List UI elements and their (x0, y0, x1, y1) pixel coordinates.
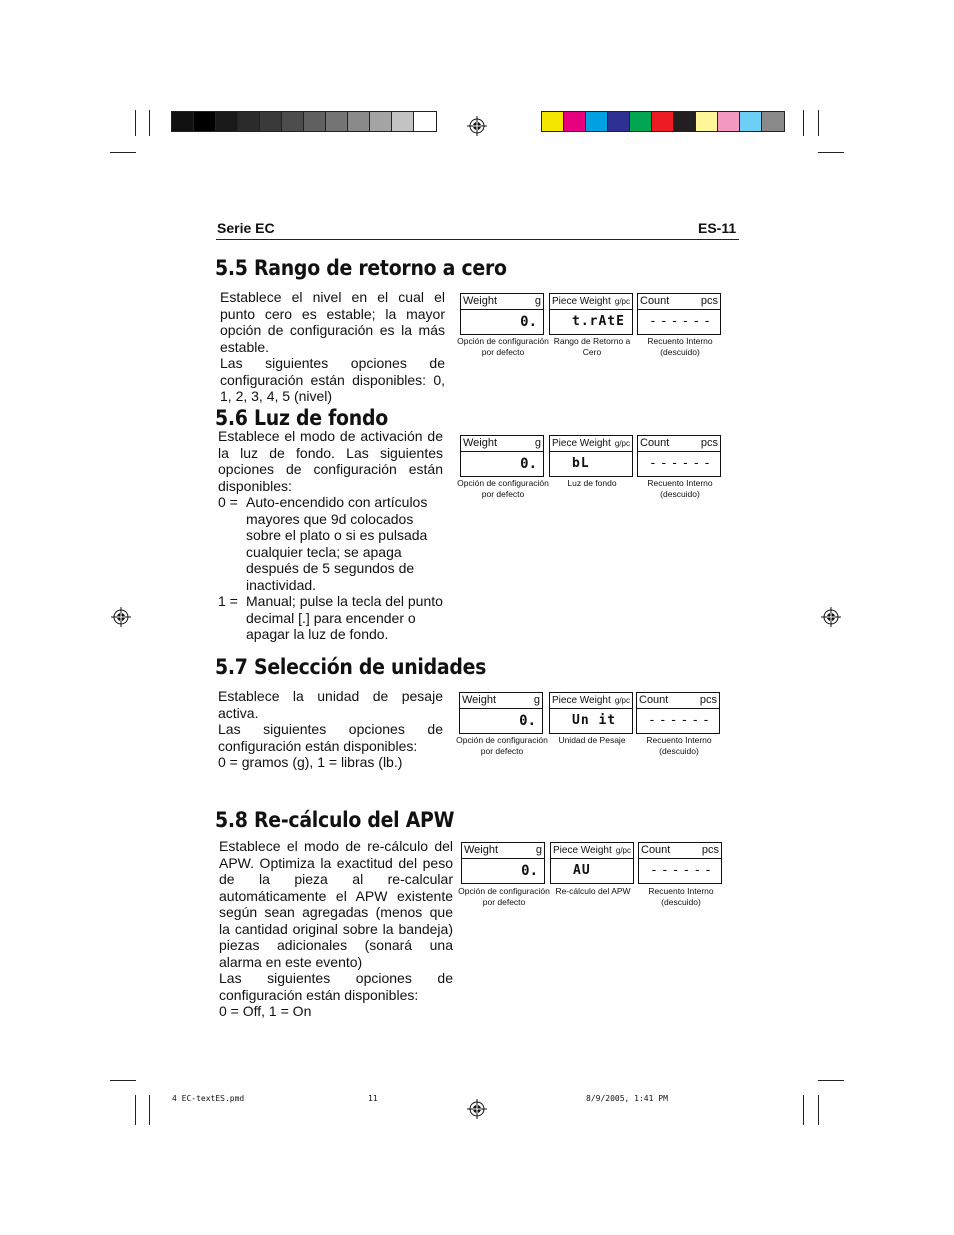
display-label: Piece Weight (552, 296, 611, 307)
paragraph: Establece el modo de activación de la luz de fondo. Las siguientes opciones de configuración están disponibles: (218, 428, 443, 494)
crop-mark (149, 1095, 150, 1125)
display-caption: Re-cálculo del APW (555, 886, 631, 896)
crop-mark (135, 110, 136, 136)
color-swatch (414, 112, 436, 131)
color-swatch (260, 112, 282, 131)
display-value: 0. (519, 713, 536, 729)
paragraph: Las siguientes opciones de configuración están disponibles: (218, 721, 443, 754)
display-caption: Opción de configuración por defecto (458, 886, 550, 907)
count-display (636, 692, 720, 734)
color-swatch (762, 112, 784, 131)
display-caption: Recuento Interno (descuido) (646, 735, 712, 756)
color-swatch (652, 112, 674, 131)
option-item (218, 494, 443, 593)
color-swatch (674, 112, 696, 131)
color-swatch (542, 112, 564, 131)
color-swatch (238, 112, 260, 131)
registration-mark-icon (111, 607, 131, 627)
section-text (218, 688, 443, 771)
section-title: 5.7 Selección de unidades (215, 655, 487, 679)
display-caption: Recuento Interno (descuido) (647, 478, 713, 499)
count-display (637, 435, 721, 477)
crop-mark (818, 1080, 844, 1081)
weight-display (461, 842, 545, 884)
color-swatch (348, 112, 370, 131)
display-value: AU (573, 863, 591, 878)
display-value: bL (572, 456, 590, 471)
section-title: 5.5 Rango de retorno a cero (215, 256, 507, 280)
color-swatch (564, 112, 586, 131)
series-title: Serie EC (217, 220, 275, 236)
display-unit: g (534, 437, 541, 449)
weight-display (460, 293, 544, 335)
footer-date: 8/9/2005, 1:41 PM (586, 1094, 668, 1103)
display-label: Count (639, 694, 669, 706)
header-rule (216, 239, 739, 240)
color-swatch (326, 112, 348, 131)
section-text (220, 289, 445, 405)
piece-weight-display (549, 293, 633, 335)
display-caption: Opción de configuración por defecto (457, 478, 549, 499)
footer-filename: 4 EC-textES.pmd (172, 1094, 245, 1103)
display-caption: Recuento Interno (descuido) (648, 886, 714, 907)
paragraph: 0 = Off, 1 = On (219, 1003, 312, 1019)
display-unit: pcs (700, 437, 718, 449)
display-value: 0. (521, 863, 538, 879)
crop-mark (818, 110, 819, 136)
option-text: Manual; pulse la tecla del punto decimal [.] para encender o apagar la luz de fondo. (246, 593, 443, 642)
display-caption: Unidad de Pesaje (558, 735, 626, 745)
grayscale-calibration-bar (171, 111, 437, 132)
display-label: Count (641, 844, 671, 856)
registration-mark-icon (821, 607, 841, 627)
color-swatch (282, 112, 304, 131)
display-value: t.rAtE (572, 314, 625, 329)
color-swatch (718, 112, 740, 131)
section-title: 5.8 Re-cálculo del APW (215, 808, 455, 832)
display-unit: g (534, 295, 541, 307)
display-label: Piece Weight (552, 438, 611, 449)
display-label: Weight (463, 295, 498, 307)
section-text (218, 428, 443, 643)
crop-mark (803, 1095, 804, 1125)
color-swatch (608, 112, 630, 131)
display-value: ------ (649, 456, 714, 471)
piece-weight-display (549, 692, 633, 734)
display-value: ------ (648, 713, 713, 728)
color-swatch (172, 112, 194, 131)
paragraph: Establece la unidad de pesaje activa. (218, 688, 443, 721)
display-label: Weight (463, 437, 498, 449)
color-swatch (630, 112, 652, 131)
color-swatch (392, 112, 414, 131)
weight-display (459, 692, 543, 734)
display-value: Un it (572, 713, 617, 728)
piece-weight-display (549, 435, 633, 477)
color-swatch (740, 112, 762, 131)
display-unit: g (535, 844, 542, 856)
display-value: 0. (520, 314, 537, 330)
display-unit: pcs (700, 295, 718, 307)
display-label: Piece Weight (552, 695, 611, 706)
option-item (218, 593, 443, 643)
section-text (219, 838, 453, 1020)
display-value: 0. (520, 456, 537, 472)
page-number: ES-11 (698, 220, 737, 236)
registration-mark-icon (467, 1099, 487, 1119)
crop-mark (803, 110, 804, 136)
display-label: Count (640, 295, 670, 307)
color-swatch (370, 112, 392, 131)
option-text: Auto-encendido con artículos mayores que 9d colocados sobre el plato o si es pulsada cualquier tecla; se apaga después de 5 segundos de inactividad. (246, 494, 428, 593)
crop-mark (149, 110, 150, 136)
count-display (637, 293, 721, 335)
color-swatch (304, 112, 326, 131)
registration-mark-icon (467, 116, 487, 136)
crop-mark (135, 1095, 136, 1125)
paragraph: Establece el nivel en el cual el punto cero es estable; la mayor opción de configuración es la más estable. (220, 289, 445, 355)
display-caption: Recuento Interno (descuido) (647, 336, 713, 357)
footer-page: 11 (368, 1094, 378, 1103)
display-caption: Opción de configuración por defecto (457, 336, 549, 357)
crop-mark (818, 1095, 819, 1125)
piece-weight-display (550, 842, 634, 884)
crop-mark (110, 152, 136, 153)
color-swatch (216, 112, 238, 131)
count-display (638, 842, 722, 884)
display-label: Count (640, 437, 670, 449)
option-key: 1 = (218, 593, 238, 609)
crop-mark (110, 1080, 136, 1081)
color-calibration-bar (541, 111, 785, 132)
display-caption: Opción de configuración por defecto (456, 735, 548, 756)
paragraph: Establece el modo de re-cálculo del APW. Optimiza la exactitud del peso de la pieza al re-calcular automáticamente el APW existente según sean agregadas (menos que la cantidad original sobre la bandeja) piezas adicionales (sonará una alarma en este evento) (219, 838, 453, 970)
display-unit: g/pc (614, 297, 630, 306)
display-value: ------ (649, 314, 714, 329)
display-caption: Rango de Retorno a Cero (553, 336, 631, 357)
color-swatch (696, 112, 718, 131)
color-swatch (194, 112, 216, 131)
display-label: Weight (462, 694, 497, 706)
paragraph: Las siguientes opciones de configuración están disponibles: (219, 970, 453, 1003)
paragraph: 0 = gramos (g), 1 = libras (lb.) (218, 754, 403, 770)
display-caption: Luz de fondo (567, 478, 617, 488)
display-unit: pcs (699, 694, 717, 706)
display-unit: g/pc (614, 696, 630, 705)
section-title: 5.6 Luz de fondo (215, 406, 388, 430)
display-unit: g (533, 694, 540, 706)
display-unit: g/pc (614, 439, 630, 448)
display-unit: pcs (701, 844, 719, 856)
display-unit: g/pc (615, 846, 631, 855)
display-value: ------ (650, 863, 715, 878)
paragraph: Las siguientes opciones de configuración están disponibles: 0, 1, 2, 3, 4, 5 (nivel) (220, 355, 445, 404)
crop-mark (818, 152, 844, 153)
display-label: Piece Weight (553, 845, 612, 856)
option-key: 0 = (218, 494, 238, 510)
color-swatch (586, 112, 608, 131)
weight-display (460, 435, 544, 477)
display-label: Weight (464, 844, 499, 856)
